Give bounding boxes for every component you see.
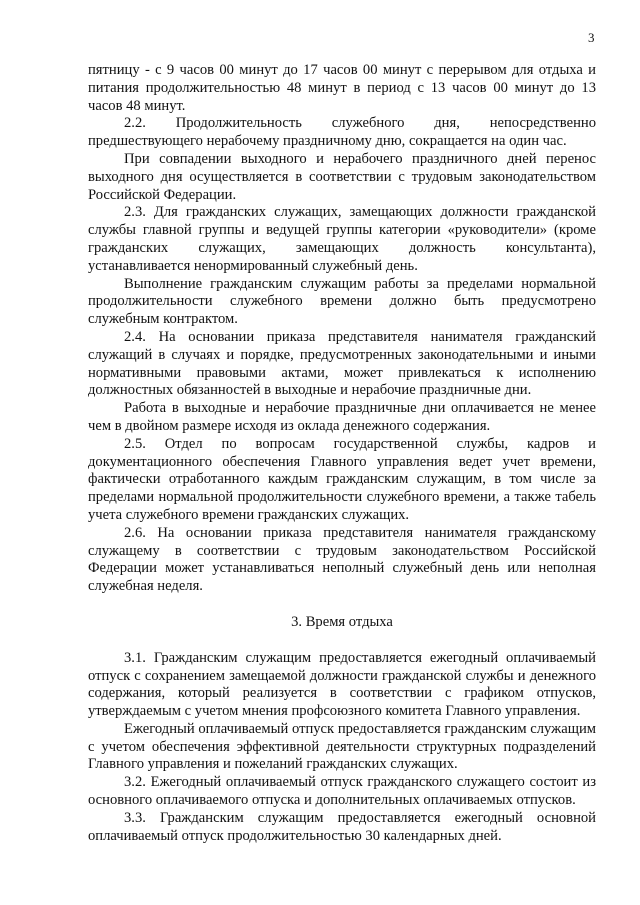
paragraph: пятницу - с 9 часов 00 минут до 17 часов 00 минут с перерывом для отдыха и питания продолжительностью 48 минут в период с 13 часов 00 минут до 13 часов 48 минут.	[88, 62, 596, 114]
document-body	[88, 62, 596, 845]
page-number: 3	[588, 30, 595, 45]
paragraph: Ежегодный оплачиваемый отпуск предоставляется гражданским служащим с учетом обеспечения эффективной деятельности структурных подразделений Главного управления и пожеланий гражданских служащих.	[88, 720, 596, 773]
paragraph: 2.4. На основании приказа представителя нанимателя гражданский служащий в случаях и порядке, предусмотренных законодательными и иными нормативными правовыми актами, может привлекаться к исполнению должностных обязанностей в выходные и нерабочие праздничные дни.	[88, 328, 596, 399]
paragraph: Работа в выходные и нерабочие праздничные дни оплачивается не менее чем в двойном размере исходя из оклада денежного содержания.	[88, 400, 596, 434]
paragraph: 3.2. Ежегодный оплачиваемый отпуск гражданского служащего состоит из основного оплачиваемого отпуска и дополнительных оплачиваемых отпусков.	[88, 774, 596, 809]
paragraph: При совпадении выходного и нерабочего праздничного дней перенос выходного дня осуществляется в соответствии с трудовым законодательством Российской Федерации.	[88, 150, 596, 203]
paragraph: Выполнение гражданским служащим работы за пределами нормальной продолжительности служебного времени должно быть предусмотрено служебным контрактом.	[88, 275, 596, 328]
paragraph: 2.3. Для гражданских служащих, замещающих должности гражданской службы главной группы и ведущей группы категории «руководители» (кроме гражданских служащих, замещающих должность консультанта), устанавливается ненормированный служебный день.	[88, 204, 596, 274]
paragraph: 2.6. На основании приказа представителя нанимателя гражданскому служащему в соответствии с трудовым законодательством Российской Федерации может устанавливаться неполный служебный день или неполная служебная неделя.	[88, 524, 596, 595]
paragraph: 2.5. Отдел по вопросам государственной службы, кадров и документационного обеспечения Главного управления ведет учет времени, фактически отработанного каждым гражданским служащим, в том числе за пределами нормальной продолжительности служебного времени, а также табель учета служебного времени гражданских служащих.	[88, 435, 596, 523]
paragraph: 2.2. Продолжительность служебного дня, непосредственно предшествующего нерабочему праздничному дню, сокращается на один час.	[88, 115, 596, 150]
paragraph: 3.3. Гражданским служащим предоставляется ежегодный основной оплачиваемый отпуск продолжительностью 30 календарных дней.	[88, 809, 596, 844]
paragraph: 3.1. Гражданским служащим предоставляется ежегодный оплачиваемый отпуск с сохранением замещаемой должности гражданской службы и денежного содержания, который реализуется в соответствии с графиком отпусков, утверждаемым с учетом мнения профсоюзного комитета Главного управления.	[88, 649, 596, 720]
section-heading: 3. Время отдыха	[291, 613, 393, 630]
